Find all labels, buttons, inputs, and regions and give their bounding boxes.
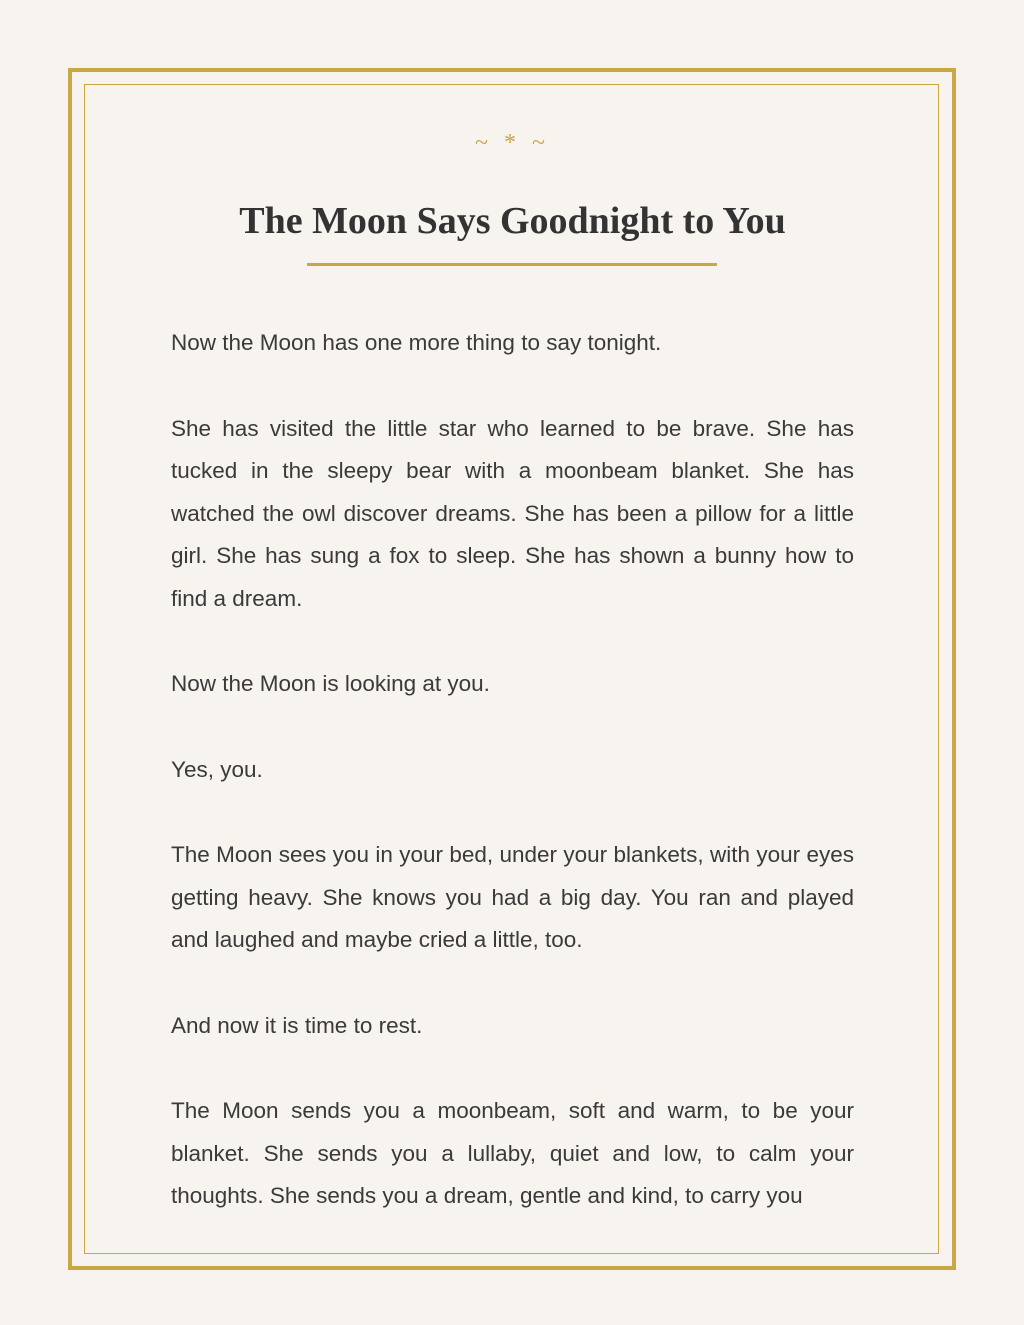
paragraph: Yes, you. (171, 756, 263, 782)
story-title: The Moon Says Goodnight to You (239, 200, 786, 242)
page-content (171, 0, 854, 1238)
paragraph: Now the Moon has one more thing to say tonight. (171, 330, 662, 355)
title-divider (307, 263, 717, 266)
paragraph: The Moon sends you a moonbeam, soft and warm, to be your blanket. She sends you a lullaby, quiet and low, to calm your thoughts. She sends you a dream, gentle and kind, to carry you (171, 1098, 854, 1208)
paragraph: The Moon sees you in your bed, under your blankets, with your eyes getting heavy. She knows you had a big day. You ran and played and laughed and maybe cried a little, too. (171, 842, 854, 952)
paragraph: Now the Moon is looking at you. (171, 671, 490, 696)
story-body (171, 322, 854, 1238)
star-ornament: ~ * ~ (475, 130, 550, 156)
paragraph: She has visited the little star who learned to be brave. She has tucked in the sleepy bear with a moonbeam blanket. She has watched the owl discover dreams. She has been a pillow for a little girl. She has sung a fox to sleep. She has shown a bunny how to find a dream. (171, 415, 854, 611)
paragraph: And now it is time to rest. (171, 1012, 423, 1038)
